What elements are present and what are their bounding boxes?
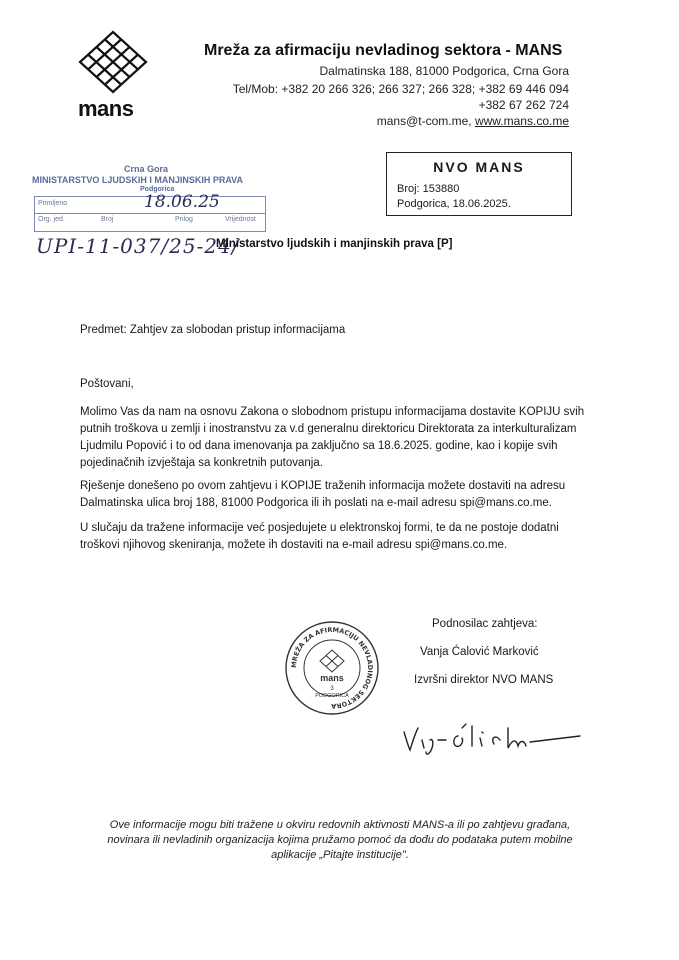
contact-line: [377, 114, 569, 128]
address: Dalmatinska 188, 81000 Podgorica, Crna Gora: [319, 64, 569, 78]
website-link[interactable]: www.mans.co.me: [474, 114, 569, 128]
stamp-number: 3: [330, 686, 334, 692]
phone-line-1: Tel/Mob: +382 20 266 326; 266 327; 266 328; +382 69 446 094: [232, 82, 569, 96]
stamp-received-label: Primljeno: [38, 200, 68, 207]
footer-note: Ove informacije mogu biti tražene u okviru redovnih aktivnosti MANS-a ili po zahtjevu građana, novinara ili nevladinih organizacija kojima pružamo pomoć da dođu do podataka putem mobilne aplikacije „Pitajte institucije".: [107, 819, 573, 861]
ngo-stamp-date: Podgorica, 18.06.2025.: [397, 198, 511, 210]
signature-label: Podnosilac zahtjeva:: [432, 618, 538, 630]
recipient: Ministarstvo ljudskih i manjinskih prava [P]: [216, 238, 453, 250]
stamp-number-label: Broj: [101, 216, 114, 223]
ngo-stamp: [386, 152, 572, 216]
stamp-value-label: Vrijednost: [225, 216, 256, 223]
stamp-ring-text: MREŽA ZA AFIRMACIJU NEVLADINOG SEKTORA: [289, 625, 375, 711]
received-date-handwritten: 18.06.25: [144, 192, 220, 212]
organization-title: Mreža za afirmaciju nevladinog sektora - MANS: [204, 42, 563, 59]
stamp-city: Podgorica: [140, 186, 175, 193]
email: mans@t-com.me,: [376, 114, 472, 128]
case-number-handwritten: UPI-11-037/25-24/: [36, 234, 240, 258]
phone-line-2: +382 67 262 724: [478, 98, 569, 112]
ngo-stamp-number: Broj: 153880: [397, 183, 460, 195]
salutation: Poštovani,: [80, 378, 134, 390]
signer-role: Izvršni direktor NVO MANS: [414, 674, 554, 686]
signer-name: Vanja Ćalović Marković: [420, 646, 539, 658]
handwritten-signature-icon: [396, 718, 586, 758]
subject: Predmet: Zahtjev za slobodan pristup informacijama: [80, 324, 346, 336]
stamp-country: Crna Gora: [124, 164, 169, 174]
stamp-ministry: MINISTARSTVO LJUDSKIH I MANJINSKIH PRAVA: [32, 175, 244, 185]
logo-text: mans: [78, 96, 134, 121]
stamp-org-unit-label: Org. jed.: [38, 216, 65, 223]
ngo-stamp-title: NVO MANS: [433, 159, 525, 175]
paragraph-3: U slučaju da tražene informacije već posjedujete u elektronskoj formi, te da ne postoje dodatni troškovi njihovog skeniranja, možete ih dostaviti na e-mail adresu spi@mans.co.me.: [80, 522, 559, 551]
mans-logo-icon: [78, 30, 148, 94]
stamp-center-text: mans: [320, 673, 344, 683]
stamp-attach-label: Prilog: [175, 216, 193, 223]
organization-round-stamp-icon: [284, 620, 380, 716]
paragraph-2: Rješenje donešeno po ovom zahtjevu i KOPIJE traženih informacija možete dostaviti na adresu Dalmatinska ulica broj 188, 81000 Podgorica ili ih poslati na e-mail adresu spi@mans.co.me.: [80, 480, 566, 509]
paragraph-1: Molimo Vas da nam na osnovu Zakona o slobodnom pristupu informacijama dostavite KOPIJU svih putnih troškova u zemlji i inostranstvu za v.d generalnu direktoricu Direktorata za interkulturalizam Ljudmilu Popović i to od dana imenovanja pa zaključno sa 18.6.2025. godine, kao i kopije svih pojedinačnih izvještaja sa konkretnih putovanja.: [80, 406, 585, 469]
stamp-city-text: PODGORICA: [315, 693, 349, 699]
ministry-received-stamp: [32, 162, 264, 272]
